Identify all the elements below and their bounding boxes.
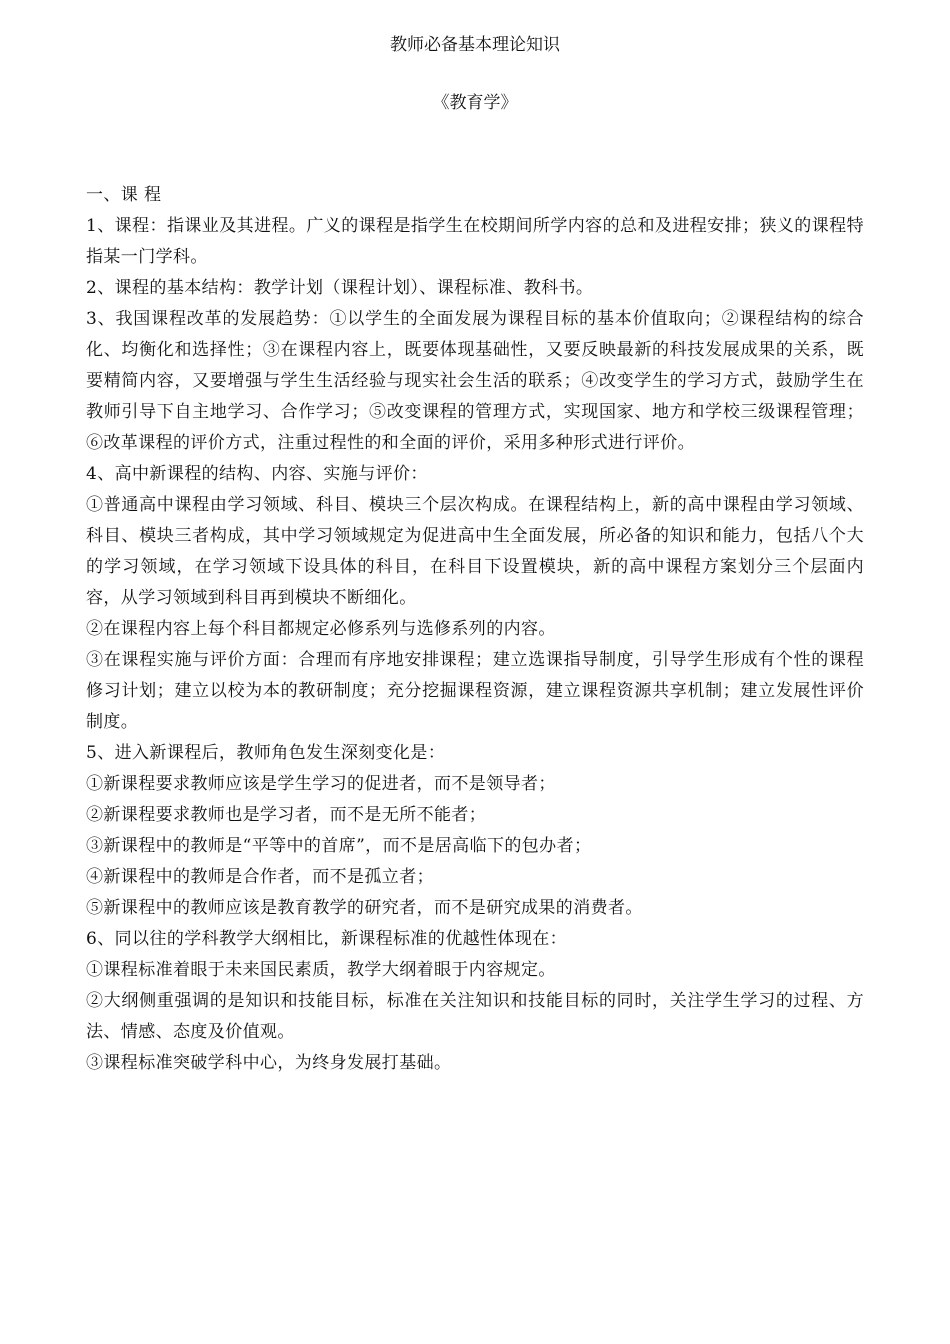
paragraph-3: 3、我国课程改革的发展趋势：①以学生的全面发展为课程目标的基本价值取向；②课程结构的综合化、均衡化和选择性；③在课程内容上，既要体现基础性，又要反映最新的科技发展成果的关系，既要精简内容，又要增强与学生生活经验与现实社会生活的联系；④改变学生的学习方式，鼓励学生在教师引导下自主地学习、合作学习；⑤改变课程的管理方式，实现国家、地方和学校三级课程管理；⑥改革课程的评价方式，注重过程性的和全面的评价，采用多种形式进行评价。 — [86, 309, 864, 453]
paragraph-5-1: ①新课程要求教师应该是学生学习的促进者，而不是领导者； — [86, 774, 556, 794]
paragraph-5: 5、进入新课程后，教师角色发生深刻变化是： — [86, 743, 446, 763]
document-title: 教师必备基本理论知识 — [390, 35, 560, 55]
paragraph-5-3: ③新课程中的教师是“平等中的首席”，而不是居高临下的包办者； — [86, 836, 592, 856]
paragraph-6-3: ③课程标准突破学科中心，为终身发展打基础。 — [86, 1053, 452, 1073]
paragraph-5-4: ④新课程中的教师是合作者，而不是孤立者； — [86, 867, 434, 887]
paragraph-6: 6、同以往的学科教学大纲相比，新课程标准的优越性体现在： — [86, 929, 568, 949]
document-body — [86, 180, 864, 1079]
paragraph-6-2: ②大纲侧重强调的是知识和技能目标，标准在关注知识和技能目标的同时，关注学生学习的过程、方法、情感、态度及价值观。 — [86, 991, 864, 1042]
paragraph-6-1: ①课程标准着眼于未来国民素质，教学大纲着眼于内容规定。 — [86, 960, 556, 980]
paragraph-4-3: ③在课程实施与评价方面：合理而有序地安排课程；建立选课指导制度，引导学生形成有个性的课程修习计划；建立以校为本的教研制度；充分挖掘课程资源，建立课程资源共享机制；建立发展性评价制度。 — [86, 650, 864, 732]
paragraph-5-2: ②新课程要求教师也是学习者，而不是无所不能者； — [86, 805, 487, 825]
paragraph-2: 2、课程的基本结构：教学计划（课程计划）、课程标准、教科书。 — [86, 278, 594, 298]
paragraph-4-1: ①普通高中课程由学习领域、科目、模块三个层次构成。在课程结构上，新的高中课程由学习领域、科目、模块三者构成，其中学习领域规定为促进高中生全面发展，所必备的知识和能力，包括八个大的学习领域，在学习领域下设具体的科目，在科目下设置模块，新的高中课程方案划分三个层面内容，从学习领域到科目再到模块不断细化。 — [86, 495, 864, 608]
paragraph-4-2: ②在课程内容上每个科目都规定必修系列与选修系列的内容。 — [86, 619, 556, 639]
section-heading: 一、课 程 — [86, 185, 162, 205]
paragraph-5-5: ⑤新课程中的教师应该是教育教学的研究者，而不是研究成果的消费者。 — [86, 898, 643, 918]
paragraph-1: 1、课程：指课业及其进程。广义的课程是指学生在校期间所学内容的总和及进程安排；狭义的课程特指某一门学科。 — [86, 216, 864, 267]
document-subtitle: 《教育学》 — [432, 93, 518, 113]
paragraph-4: 4、高中新课程的结构、内容、实施与评价： — [86, 464, 428, 484]
